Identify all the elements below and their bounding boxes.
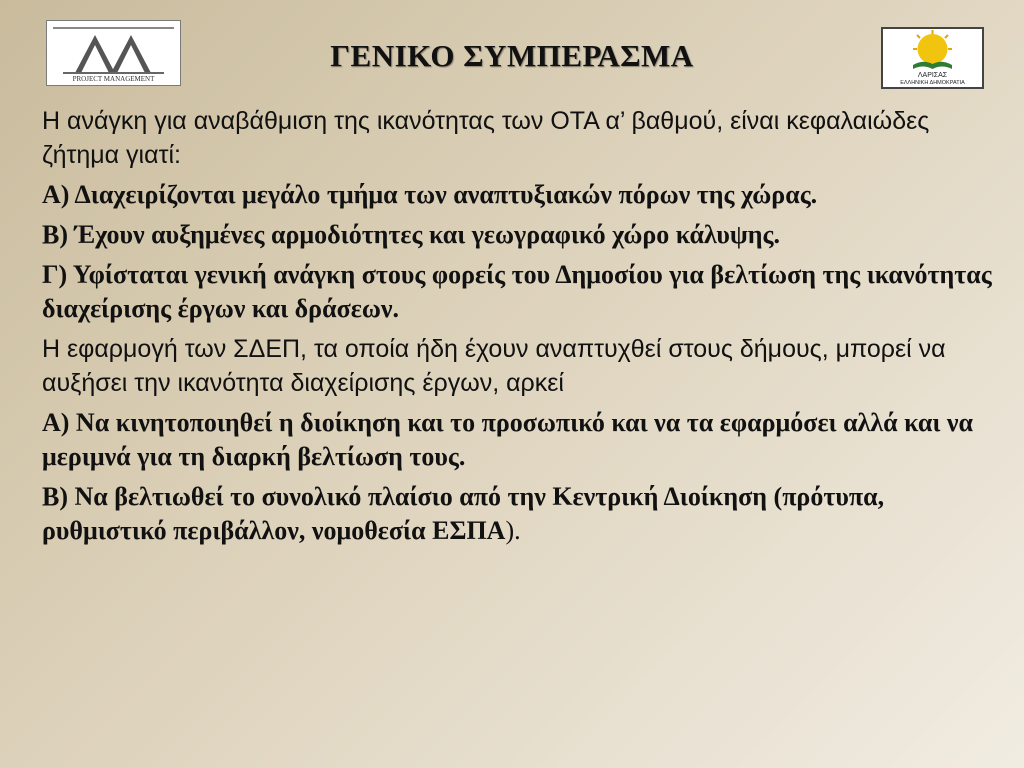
logo-right-text: ΛΑΡΙΣΑΣ — [917, 72, 948, 79]
point-b: Β) Έχουν αυξημένες αρμοδιότητες και γεωγραφικό χώρο κάλυψης. — [42, 220, 780, 249]
intro-paragraph: Η ανάγκη για αναβάθμιση της ικανότητας των ΟΤΑ α’ βαθμού, είναι κεφαλαιώδες ζήτημα γιατί: — [42, 107, 930, 169]
point-a: Α) Διαχειρίζονται μεγάλο τμήμα των αναπτυξιακών πόρων της χώρας. — [42, 180, 818, 209]
requirement-b-end: ). — [505, 516, 521, 545]
point-c: Γ) Υφίσταται γενική ανάγκη στους φορείς του Δημοσίου για βελτίωση της ικανότητας διαχείρισης έργων και δράσεων. — [42, 260, 992, 323]
requirement-a: Α) Να κινητοποιηθεί η διοίκηση και το προσωπικό και να τα εφαρμόσει αλλά και να μεριμνά για τη διαρκή βελτίωση τους. — [42, 408, 974, 471]
tei-larissa-logo — [881, 27, 984, 89]
second-intro-paragraph: Η εφαρμογή των ΣΔΕΠ, τα οποία ήδη έχουν αναπτυχθεί στους δήμους, μπορεί να αυξήσει την ικανότητα διαχείρισης έργων, αρκεί — [42, 335, 946, 397]
logo-right-subtext: ΕΛΛΗΝΙΚΗ ΔΗΜΟΚΡΑΤΙΑ — [900, 80, 965, 86]
requirement-b — [42, 480, 992, 548]
slide-body — [42, 104, 992, 554]
logo-left-text: PROJECT MANAGEMENT — [72, 75, 155, 83]
page-title: ΓΕΝΙΚΟ ΣΥΜΠΕΡΑΣΜΑ — [330, 38, 694, 73]
requirement-b-text: Β) Να βελτιωθεί το συνολικό πλαίσιο από την Κεντρική Διοίκηση (πρότυπα, ρυθμιστικό περιβάλλον, νομοθεσία ΕΣΠΑ — [42, 482, 885, 545]
